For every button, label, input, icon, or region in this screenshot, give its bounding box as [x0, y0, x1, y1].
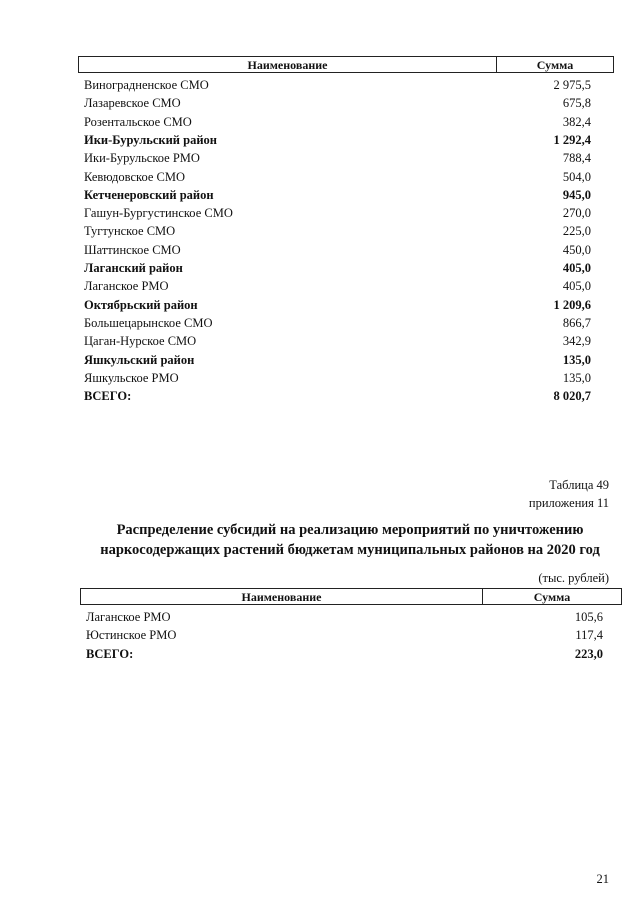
row-sum: 8 020,7: [553, 389, 591, 404]
row-name: Кетченеровский район: [84, 187, 214, 202]
document-title: [70, 520, 630, 560]
row-sum: 945,0: [562, 187, 591, 202]
row-name: Юстинское РМО: [86, 628, 177, 643]
table-row: [86, 645, 640, 663]
row-sum: 135,0: [562, 352, 591, 367]
table-row: [84, 332, 640, 350]
row-name: Большецарынское СМО: [84, 315, 213, 330]
table-row: [86, 608, 640, 626]
row-name: Лазаревское СМО: [84, 96, 181, 111]
table-row: [86, 626, 640, 644]
row-sum: 504,0: [562, 169, 591, 184]
table-row: [84, 168, 640, 186]
row-sum: 788,4: [562, 151, 591, 166]
row-sum: 405,0: [562, 261, 591, 275]
row-name: Виноградненское СМО: [84, 78, 209, 92]
row-name: ВСЕГО:: [84, 389, 132, 404]
row-name: Ики-Бурульский район: [84, 132, 217, 147]
row-name: Тугтунское СМО: [84, 224, 176, 239]
table1-header-sum: Сумма: [536, 58, 574, 72]
row-sum: 135,0: [562, 370, 591, 385]
table2-header-name: Наименование: [81, 589, 483, 604]
row-sum: 342,9: [562, 334, 591, 349]
row-name: Гашун-Бургустинское СМО: [84, 206, 233, 221]
page-number: 21: [596, 872, 609, 886]
row-name: Ики-Бурульское РМО: [84, 151, 200, 166]
table-row: [84, 131, 640, 149]
table-row: [84, 259, 640, 277]
table2-header: [80, 588, 622, 605]
appendix-number: приложения 11: [528, 496, 609, 510]
table-row: [84, 222, 640, 240]
row-name: Лаганский район: [84, 261, 183, 275]
table-row: [84, 149, 640, 167]
table-row: [84, 277, 640, 295]
row-sum: 450,0: [562, 242, 591, 257]
table-row: [84, 241, 640, 259]
table-row: [84, 94, 640, 112]
row-sum: 1 209,6: [553, 297, 591, 312]
row-name: Шаттинское СМО: [84, 242, 181, 257]
row-sum: 382,4: [562, 114, 591, 129]
row-name: Розентальское СМО: [84, 114, 192, 129]
title-line-2: наркосодержащих растений бюджетам муниципальных районов на 2020 год: [100, 542, 600, 558]
table-row: [84, 369, 640, 387]
table-row: [84, 296, 640, 314]
table-caption: [529, 476, 609, 512]
table-row: [84, 314, 640, 332]
row-sum: 223,0: [574, 646, 603, 661]
table-row: [84, 186, 640, 204]
row-name: Яшкульский район: [84, 352, 195, 367]
row-sum: 105,6: [574, 610, 603, 624]
row-sum: 225,0: [562, 224, 591, 239]
table-row: [84, 76, 640, 94]
row-sum: 1 292,4: [553, 132, 591, 147]
table-row: [84, 351, 640, 369]
row-name: Октябрьский район: [84, 297, 198, 312]
table1-header: [78, 56, 614, 73]
row-sum: 2 975,5: [553, 78, 591, 92]
row-sum: 270,0: [562, 206, 591, 221]
row-sum: 405,0: [562, 279, 591, 294]
row-name: ВСЕГО:: [86, 646, 134, 661]
row-name: Лаганское РМО: [86, 610, 171, 624]
units-label: (тыс. рублей): [538, 571, 609, 585]
row-name: Цаган-Нурское СМО: [84, 334, 197, 349]
row-sum: 866,7: [562, 315, 591, 330]
table-row: [84, 204, 640, 222]
table-number: Таблица 49: [549, 478, 609, 492]
row-sum: 117,4: [575, 628, 603, 643]
row-name: Кевюдовское СМО: [84, 169, 185, 184]
row-name: Яшкульское РМО: [84, 370, 179, 385]
table2-header-sum: Сумма: [533, 590, 571, 604]
table-row: [84, 113, 640, 131]
table1-header-name: Наименование: [79, 57, 497, 72]
row-name: Лаганское РМО: [84, 279, 169, 294]
row-sum: 675,8: [562, 96, 591, 111]
table-row: [84, 387, 640, 405]
title-line-1: Распределение субсидий на реализацию мероприятий по уничтожению: [116, 522, 584, 538]
